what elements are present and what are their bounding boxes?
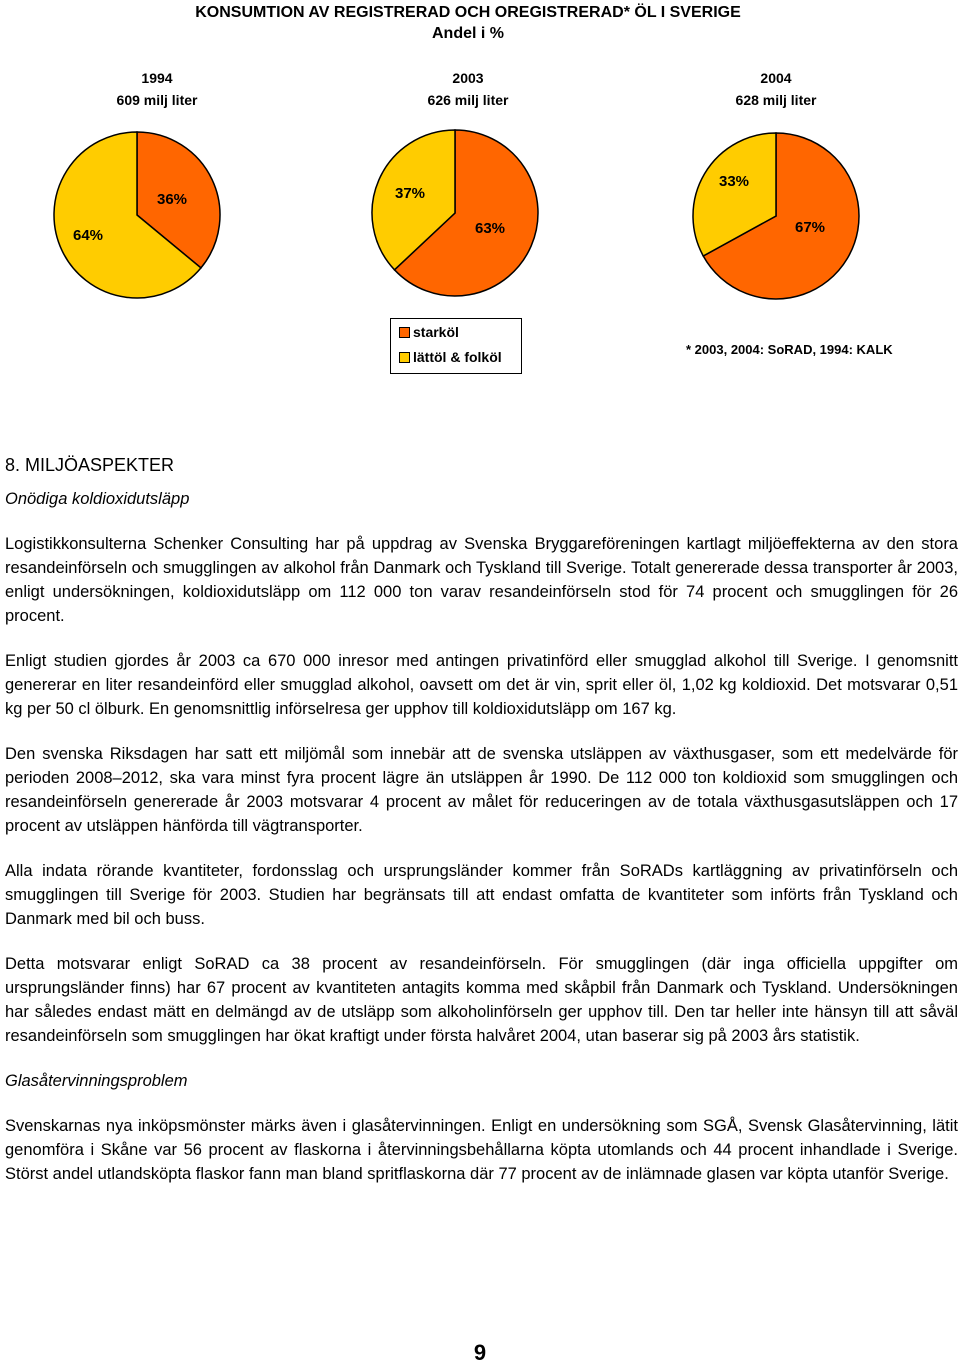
legend-swatch-starkol <box>399 327 410 338</box>
legend-label: starköl <box>413 324 459 340</box>
legend-item-lattol <box>399 349 502 365</box>
pie-header-2003 <box>348 67 588 111</box>
pie-header-2004 <box>656 67 896 111</box>
pie-label-2004-lattol: 33% <box>718 173 750 190</box>
pie-volume: 626 milj liter <box>427 92 509 108</box>
pie-header-1994 <box>37 67 277 111</box>
pie-label-2003-starkol: 63% <box>474 220 506 237</box>
pie-volume: 628 milj liter <box>735 92 817 108</box>
source-note: * 2003, 2004: SoRAD, 1994: KALK <box>686 342 893 357</box>
pie-label-1994-lattol: 64% <box>72 227 104 244</box>
chart-title-main: KONSUMTION AV REGISTRERAD OCH OREGISTRERAD* ÖL I SVERIGE <box>195 4 741 21</box>
legend-swatch-lattol <box>399 352 410 363</box>
pie-year: 2003 <box>452 70 484 86</box>
pie-charts <box>0 120 960 300</box>
paragraph: Den svenska Riksdagen har satt ett miljömål som innebär att de svenska utsläppen av växthusgaser, som ett medelvärde för perioden 2008–2012, ska vara minst fyra procent lägre än utsläppen år 1990. De 112 000 ton koldioxid som smugglingen och resandeinförseln genererade år 2003 motsvarar 4 procent av målet för reduceringen av de totala växthusgasutsläppen och 17 procent av utsläppen hänförda till vägtransporter. <box>5 745 958 835</box>
chart-subtitle: Andel i % <box>431 25 504 42</box>
pie-volume: 609 milj liter <box>116 92 198 108</box>
chart-title <box>0 2 936 44</box>
pie-year: 1994 <box>141 70 173 86</box>
subheading: Glasåtervinningsproblem <box>5 1072 188 1090</box>
pie-label-2003-lattol: 37% <box>394 185 426 202</box>
paragraph: Detta motsvarar enligt SoRAD ca 38 procent av resandeinförseln. För smugglingen (där inga officiella uppgifter om ursprungsländer finns) har 67 procent av kvantiteten antagits komma med skåpbil från Danmark och Tyskland. Undersökningen har således endast mätt en delmängd av de utsläpp som alkoholinförseln ger upphov till. Den tar heller inte hänsyn till att såväl resandeinförseln som smugglingen har ökat kraftigt under första halvåret 2004, utan baserar sig på 2003 års statistik. <box>5 955 958 1045</box>
legend-item-starkol <box>399 324 459 340</box>
pie-label-1994-starkol: 36% <box>156 191 188 208</box>
subheading: Onödiga koldioxidutsläpp <box>5 490 190 508</box>
chart-legend <box>390 318 522 374</box>
paragraph: Logistikkonsulterna Schenker Consulting har på uppdrag av Svenska Bryggareföreningen kartlagt miljöeffekterna av den stora resandeinförseln och smugglingen av alkohol från Danmark och Tyskland till Sverige. Totalt genererade dessa transporter år 2003, enligt undersökningen, koldioxidutsläpp om 112 000 ton varav resandeinförseln stod för 74 procent och smugglingen för 26 procent. <box>5 535 958 625</box>
section-heading: 8. MILJÖASPEKTER <box>5 455 175 475</box>
pie-label-2004-starkol: 67% <box>794 219 826 236</box>
paragraph: Svenskarnas nya inköpsmönster märks även i glasåtervinningen. Enligt en undersökning som SGÅ, Svensk Glasåtervinning, lätit genomföra i Skåne var 56 procent av flaskorna i återvinningsbehållarna köpta utomlands och 44 procent inhandlade i Sverige. Störst andel utlandsköpta flaskor fann man bland spritflaskorna där 77 procent av de inlämnade glasen var köpta utanför Sverige. <box>5 1117 958 1183</box>
page-number: 9 <box>473 1340 487 1365</box>
document-body <box>5 453 958 1207</box>
paragraph: Enligt studien gjordes år 2003 ca 670 000 inresor med antingen privatinförd eller smugglad alkohol till Sverige. I genomsnitt genererar en liter resandeinförd eller smugglad alkohol, oavsett om det är vin, sprit eller öl, 1,02 kg koldioxid. Det motsvarar 0,51 kg per 50 cl ölburk. En genomsnittlig införselresa ger upphov till koldioxidutsläpp om 167 kg. <box>5 652 958 718</box>
pie-year: 2004 <box>760 70 792 86</box>
legend-label: lättöl & folköl <box>413 349 502 365</box>
paragraph: Alla indata rörande kvantiteter, fordonsslag och ursprungsländer kommer från SoRADs kartläggning av privatinförseln och smugglingen till Sverige för 2003. Studien har begränsats till att endast omfatta de kvantiteter som införts från Tyskland och Danmark med bil och buss. <box>5 862 958 928</box>
